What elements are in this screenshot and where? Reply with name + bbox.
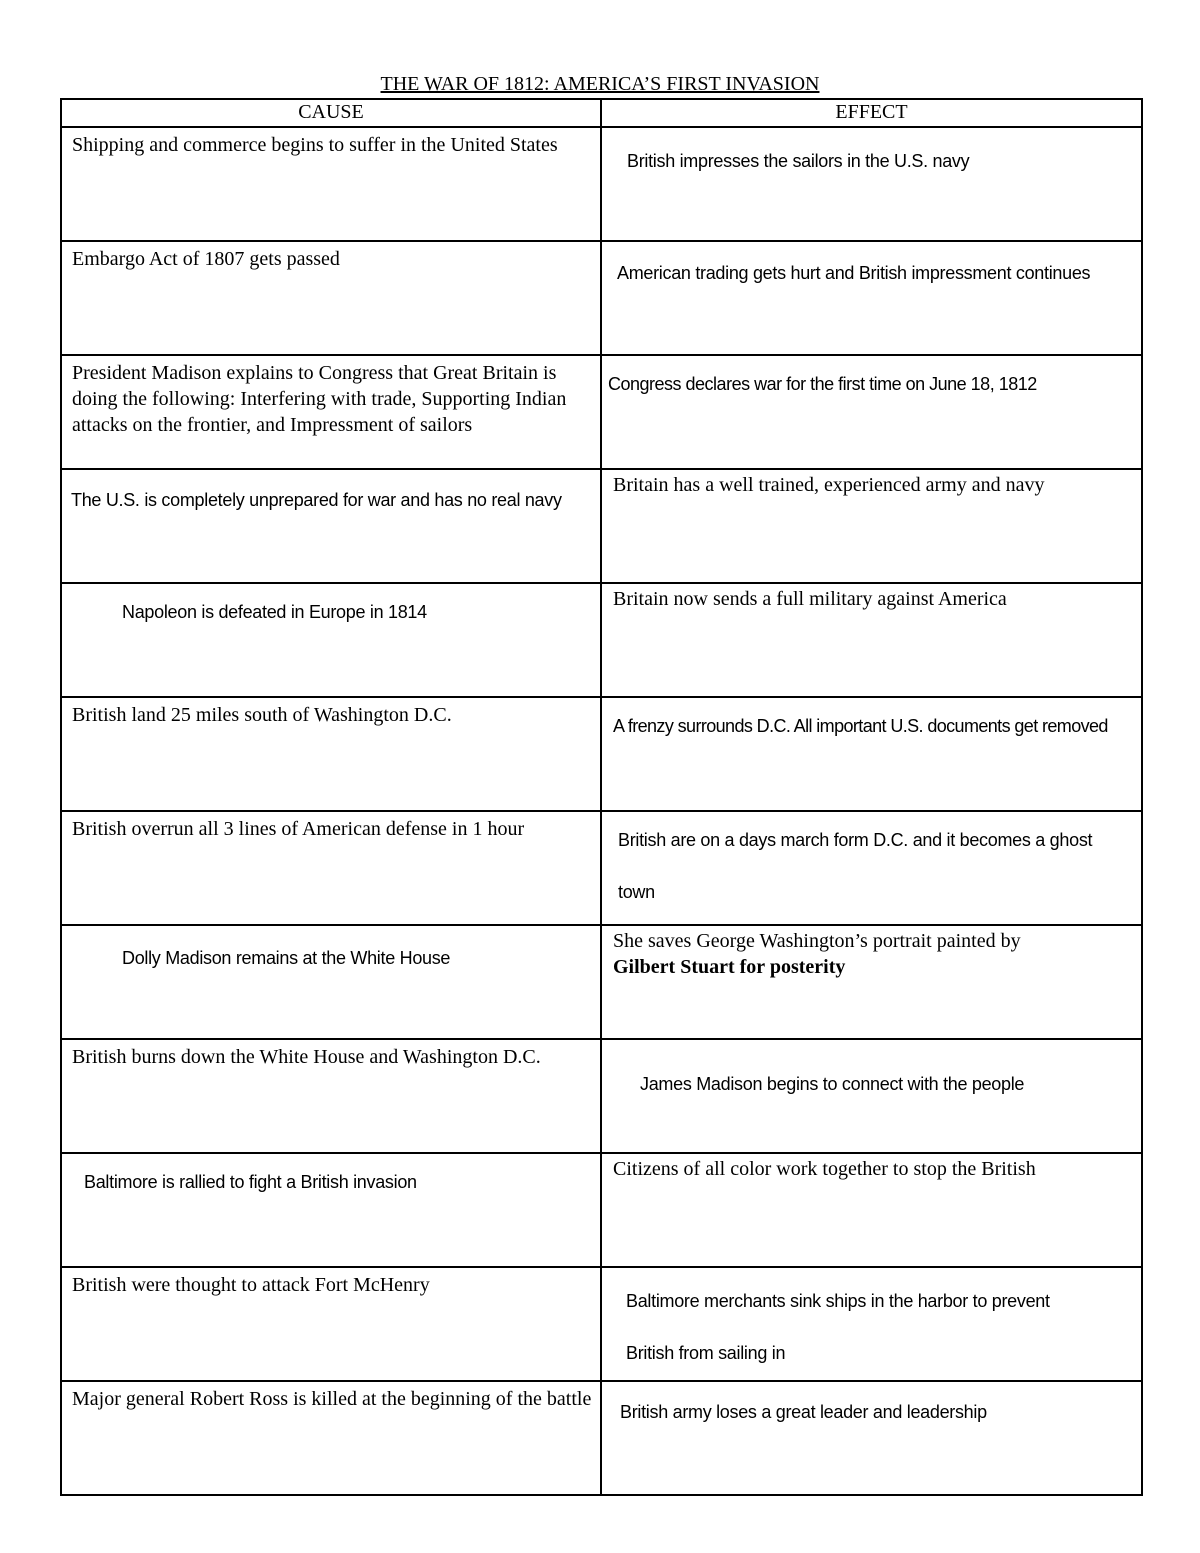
cause-text: Major general Robert Ross is killed at the beginning of the battle	[72, 1388, 592, 1410]
effect-cell	[601, 127, 1142, 241]
effect-cell	[601, 811, 1142, 925]
effect-cell	[601, 355, 1142, 469]
cause-column-header: CAUSE	[61, 99, 601, 127]
table-row	[61, 1381, 1142, 1495]
effect-cell	[601, 925, 1142, 1039]
cause-cell	[61, 1153, 601, 1267]
table-row	[61, 469, 1142, 583]
effect-text: Britain has a well trained, experienced army and navy	[613, 474, 1045, 496]
effect-cell	[601, 1381, 1142, 1495]
effect-cell	[601, 1039, 1142, 1153]
effect-text: Baltimore merchants sink ships in the harbor to prevent British from sailing in	[626, 1291, 1050, 1363]
cause-text: British overrun all 3 lines of American defense in 1 hour	[72, 818, 525, 840]
effect-cell	[601, 583, 1142, 697]
table-row	[61, 1267, 1142, 1381]
document-title: THE WAR OF 1812: AMERICA’S FIRST INVASION	[380, 73, 820, 95]
effect-cell	[601, 469, 1142, 583]
cause-effect-table	[60, 98, 1143, 1496]
table-row	[61, 811, 1142, 925]
cause-cell	[61, 697, 601, 811]
table-row	[61, 583, 1142, 697]
cause-cell	[61, 1381, 601, 1495]
table-row	[61, 925, 1142, 1039]
effect-text: Citizens of all color work together to stop the British	[613, 1158, 1036, 1180]
cause-text: Dolly Madison remains at the White House	[122, 948, 451, 968]
effect-text: British are on a days march form D.C. and it becomes a ghost town	[618, 830, 1093, 902]
table-row	[61, 1039, 1142, 1153]
effect-cell	[601, 1267, 1142, 1381]
cause-cell	[61, 925, 601, 1039]
table-row	[61, 127, 1142, 241]
effect-cell	[601, 1153, 1142, 1267]
effect-cell	[601, 241, 1142, 355]
effect-text: James Madison begins to connect with the people	[640, 1074, 1025, 1094]
effect-text: Britain now sends a full military against America	[613, 588, 1007, 610]
effect-text: British impresses the sailors in the U.S. navy	[627, 151, 970, 171]
effect-column-header: EFFECT	[601, 99, 1142, 127]
cause-cell	[61, 1267, 601, 1381]
effect-text: British army loses a great leader and leadership	[620, 1402, 987, 1422]
effect-text: A frenzy surrounds D.C. All important U.S. documents get removed	[613, 716, 1108, 736]
table-row	[61, 241, 1142, 355]
cause-cell	[61, 127, 601, 241]
cause-cell	[61, 583, 601, 697]
cause-text: British land 25 miles south of Washington D.C.	[72, 704, 452, 726]
table-header-row	[61, 99, 1142, 127]
cause-cell	[61, 1039, 601, 1153]
table-row	[61, 697, 1142, 811]
table-row	[61, 355, 1142, 469]
effect-cell	[601, 697, 1142, 811]
cause-cell	[61, 469, 601, 583]
cause-text: The U.S. is completely unprepared for war and has no real navy	[71, 490, 562, 510]
effect-text	[602, 926, 1141, 1038]
cause-text: British burns down the White House and Washington D.C.	[72, 1046, 541, 1068]
effect-text-bold: Gilbert Stuart for posterity	[613, 956, 846, 978]
cause-text: Baltimore is rallied to fight a British invasion	[84, 1172, 417, 1192]
cause-text: Shipping and commerce begins to suffer in the United States	[72, 134, 558, 156]
cause-cell	[61, 355, 601, 469]
table-row	[61, 1153, 1142, 1267]
effect-text: Congress declares war for the first time on June 18, 1812	[608, 374, 1037, 394]
cause-text: British were thought to attack Fort McHenry	[72, 1274, 430, 1296]
cause-text: President Madison explains to Congress that Great Britain is doing the following: Interfering with trade, Supporting Indian attacks on the frontier, and Impressment of sailors	[72, 362, 567, 436]
effect-text: American trading gets hurt and British impressment continues	[617, 263, 1091, 283]
cause-text: Embargo Act of 1807 gets passed	[72, 248, 340, 270]
cause-text: Napoleon is defeated in Europe in 1814	[122, 602, 427, 622]
effect-text-regular: She saves George Washington’s portrait painted by	[613, 930, 1021, 952]
cause-cell	[61, 811, 601, 925]
cause-cell	[61, 241, 601, 355]
